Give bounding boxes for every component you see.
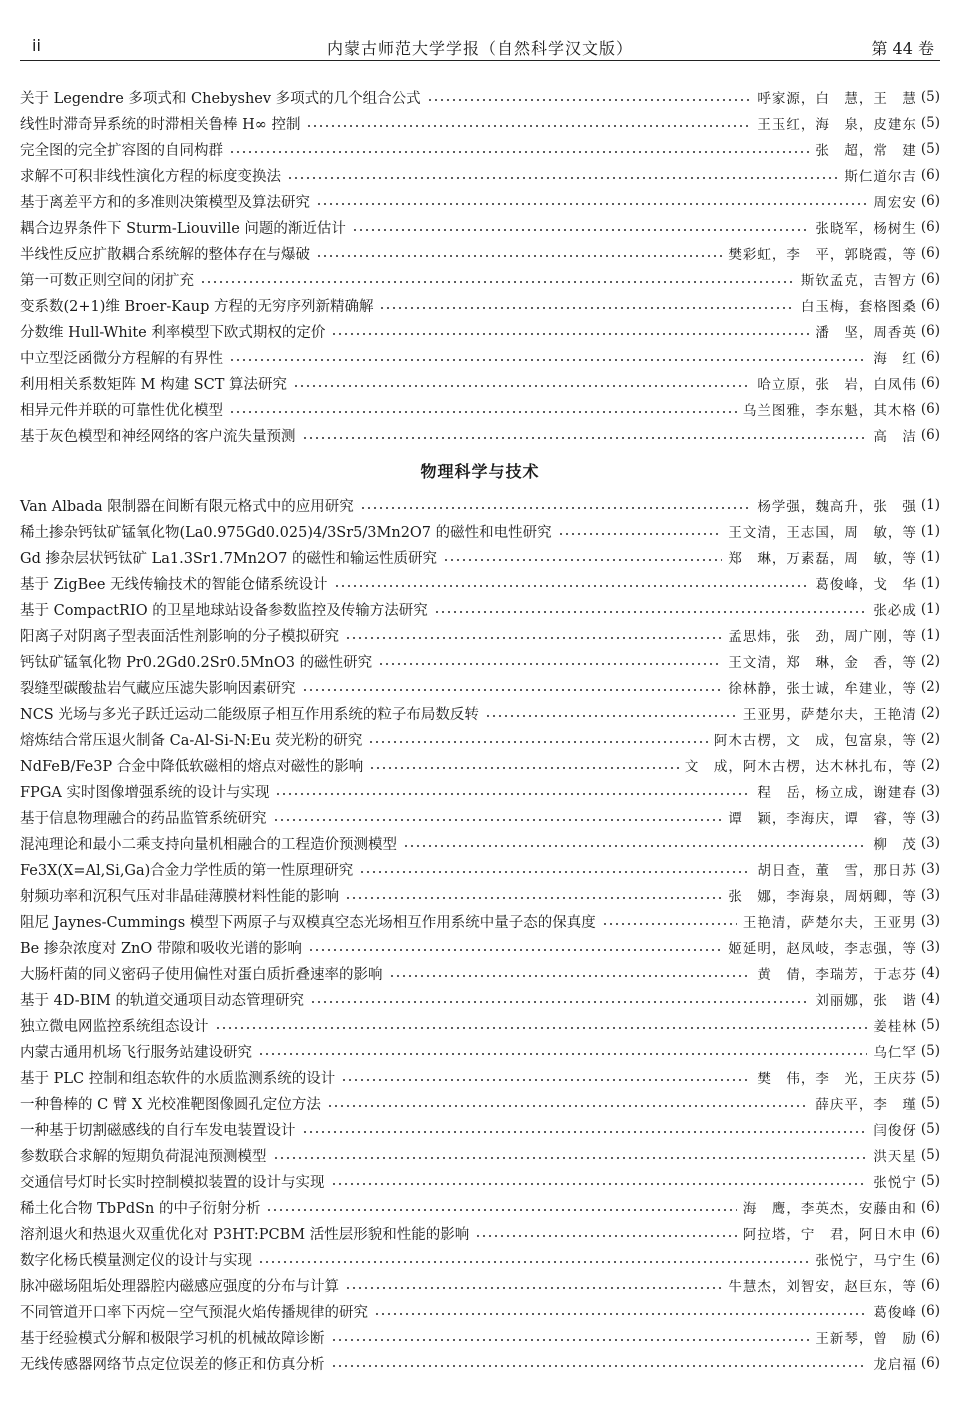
entry-authors: 乌仁罕	[873, 1045, 917, 1061]
dot-leader	[443, 559, 722, 561]
toc-entry	[20, 241, 940, 265]
toc-entry	[20, 571, 940, 595]
toc-entry	[20, 545, 940, 569]
entry-title: 独立微电网监控系统组态设计	[20, 1018, 209, 1035]
entry-issue: (6)	[920, 375, 940, 391]
entry-title: 阳离子对阴离子型表面活性剂影响的分子模拟研究	[20, 628, 339, 645]
entry-authors: 王文清，郑 琳，金 香，等	[728, 655, 917, 671]
entry-issue: (1)	[920, 627, 940, 643]
entry-title: 阻尼 Jaynes-Cummings 模型下两原子与双模真空态光场相互作用系统中量子态的保真度	[20, 914, 596, 931]
dot-leader	[200, 281, 795, 283]
entry-issue: (5)	[920, 1069, 940, 1085]
entry-title: 一种基于切割磁感线的自行车发电装置设计	[20, 1122, 296, 1139]
toc-entry	[20, 137, 940, 161]
entry-title: 第一可数正则空间的闭扩充	[20, 272, 194, 289]
entry-issue: (3)	[920, 783, 940, 799]
entry-authors: 王文清，王志国，周 敏，等	[728, 525, 917, 541]
entry-title: 半线性反应扩散耦合系统解的整体存在与爆破	[20, 246, 310, 263]
toc-entry	[20, 1247, 940, 1271]
entry-authors: 王新琴，曾 励	[815, 1331, 917, 1347]
entry-authors: 高 洁	[873, 429, 917, 445]
toc-entry	[20, 701, 940, 725]
journal-title: 内蒙古师范大学学报（自然科学汉文版）	[326, 39, 633, 58]
dot-leader	[229, 359, 867, 361]
dot-leader	[331, 1339, 810, 1341]
volume-label: 第 44 卷	[871, 39, 934, 58]
entry-title: 基于 CompactRIO 的卫星地球站设备参数监控及传输方法研究	[20, 602, 428, 619]
entry-issue: (6)	[920, 297, 940, 313]
entry-issue: (6)	[920, 401, 940, 417]
entry-title: 分数维 Hull-White 利率模型下欧式期权的定价	[20, 324, 326, 341]
entry-authors: 张悦宁，马宁生	[815, 1253, 917, 1269]
entry-issue: (6)	[920, 1329, 940, 1345]
entry-issue: (5)	[920, 1043, 940, 1059]
entry-issue: (3)	[920, 861, 940, 877]
entry-authors: 柳 茂	[873, 837, 917, 853]
entry-authors: 洪天星	[873, 1149, 917, 1165]
entry-authors: 乌兰图雅，李东魁，其木格	[742, 403, 917, 419]
dot-leader	[306, 125, 751, 127]
entry-authors: 张 娜，李海泉，周炳卿，等	[728, 889, 917, 905]
toc-entry	[20, 371, 940, 395]
entry-title: 脉冲磁场阻垢处理器腔内磁感应强度的分布与计算	[20, 1278, 339, 1295]
dot-leader	[258, 1261, 809, 1263]
dot-leader	[215, 1027, 868, 1029]
entry-authors: 张悦宁	[873, 1175, 917, 1191]
toc-entry	[20, 397, 940, 421]
entry-title: 基于 ZigBee 无线传输技术的智能仓储系统设计	[20, 576, 328, 593]
entry-issue: (6)	[920, 349, 940, 365]
entry-issue: (5)	[920, 1017, 940, 1033]
toc-entry	[20, 1065, 940, 1089]
entry-authors: 牛慧杰，刘智安，赵巨东，等	[728, 1279, 917, 1295]
dot-leader	[331, 333, 809, 335]
dot-leader	[403, 845, 867, 847]
entry-title: 相异元件并联的可靠性优化模型	[20, 402, 223, 419]
entry-authors: 海 鹰，李英杰，安藤由和	[742, 1201, 917, 1217]
entry-issue: (6)	[920, 219, 940, 235]
entry-issue: (2)	[920, 653, 940, 669]
toc-entry	[20, 753, 940, 777]
dot-leader	[334, 585, 810, 587]
dot-leader	[258, 1053, 867, 1055]
entry-issue: (5)	[920, 1173, 940, 1189]
entry-authors: 葛俊峰，戈 华	[815, 577, 917, 593]
entry-title: 熔炼结合常压退火制备 Ca-Al-Si-N:Eu 荧光粉的研究	[20, 732, 363, 749]
dot-leader	[352, 229, 809, 231]
entry-issue: (6)	[920, 193, 940, 209]
toc-entry	[20, 1169, 940, 1193]
entry-title: 交通信号灯时长实时控制模拟装置的设计与实现	[20, 1174, 325, 1191]
entry-authors: 阿拉塔，宁 君，阿日木申	[742, 1227, 917, 1243]
entry-title: 中立型泛函微分方程解的有界性	[20, 350, 223, 367]
entry-issue: (4)	[920, 991, 940, 1007]
entry-issue: (6)	[920, 167, 940, 183]
entry-authors: 潘 坚，周香英	[815, 325, 917, 341]
entry-title: Fe3X(X=Al,Si,Ga)合金力学性质的第一性原理研究	[20, 862, 354, 879]
toc-entry	[20, 1273, 940, 1297]
entry-issue: (1)	[920, 549, 940, 565]
entry-authors: 葛俊峰	[873, 1305, 917, 1321]
toc-entry	[20, 675, 940, 699]
entry-authors: 樊 伟，李 光，王庆芬	[757, 1071, 917, 1087]
dot-leader	[345, 637, 722, 639]
entry-title: NdFeB/Fe3P 合金中降低软磁相的熔点对磁性的影响	[20, 758, 364, 775]
entry-title: 内蒙古通用机场飞行服务站建设研究	[20, 1044, 252, 1061]
entry-title: 溶剂退火和热退火双重优化对 P3HT:PCBM 活性层形貌和性能的影响	[20, 1226, 470, 1243]
toc-entry	[20, 649, 940, 673]
dot-leader	[427, 99, 752, 101]
dot-leader	[331, 1183, 868, 1185]
toc-entry	[20, 163, 940, 187]
entry-issue: (3)	[920, 835, 940, 851]
dot-leader	[331, 1365, 868, 1367]
dot-leader	[360, 507, 752, 509]
entry-authors: 白玉梅，套格图桑	[800, 299, 917, 315]
dot-leader	[316, 203, 867, 205]
entry-issue: (2)	[920, 731, 940, 747]
dot-leader	[368, 741, 708, 743]
entry-authors: 谭 颖，李海庆，谭 睿，等	[728, 811, 917, 827]
entry-issue: (5)	[920, 115, 940, 131]
dot-leader	[316, 255, 722, 257]
toc-entry	[20, 623, 940, 647]
entry-authors: 刘丽娜，张 谐	[815, 993, 917, 1009]
dot-leader	[266, 1209, 736, 1211]
dot-leader	[327, 1105, 810, 1107]
entry-issue: (2)	[920, 705, 940, 721]
entry-authors: 樊彩虹，李 平，郭晓霞，等	[728, 247, 917, 263]
entry-authors: 郑 琳，万素磊，周 敏，等	[728, 551, 917, 567]
dot-leader	[602, 923, 737, 925]
toc-entry	[20, 1143, 940, 1167]
dot-leader	[302, 1131, 868, 1133]
dot-leader	[378, 663, 722, 665]
dot-leader	[341, 1079, 751, 1081]
dot-leader	[389, 975, 752, 977]
dot-leader	[273, 819, 723, 821]
toc-entry	[20, 1325, 940, 1349]
dot-leader	[374, 1313, 867, 1315]
entry-issue: (1)	[920, 601, 940, 617]
entry-title: 基于灰色模型和神经网络的客户流失量预测	[20, 428, 296, 445]
toc-entry	[20, 883, 940, 907]
toc-entry	[20, 597, 940, 621]
entry-issue: (5)	[920, 1147, 940, 1163]
toc-entry	[20, 987, 940, 1011]
toc-entry	[20, 1195, 940, 1219]
entry-title: 参数联合求解的短期负荷混沌预测模型	[20, 1148, 267, 1165]
section-heading: 物理科学与技术	[420, 462, 540, 481]
entry-title: 大肠杆菌的同义密码子使用偏性对蛋白质折叠速率的影响	[20, 966, 383, 983]
toc-entry	[20, 1351, 940, 1375]
entry-issue: (5)	[920, 1095, 940, 1111]
toc-entry	[20, 493, 940, 517]
toc-entry	[20, 1299, 940, 1323]
toc-entry	[20, 961, 940, 985]
dot-leader	[434, 611, 868, 613]
entry-title: 混沌理论和最小二乘支持向量机相融合的工程造价预测模型	[20, 836, 397, 853]
dot-leader	[273, 1157, 868, 1159]
entry-title: 基于离差平方和的多准则决策模型及算法研究	[20, 194, 310, 211]
entry-issue: (3)	[920, 887, 940, 903]
dot-leader	[558, 533, 723, 535]
entry-title: Gd 掺杂层状钙钛矿 La1.3Sr1.7Mn2O7 的磁性和输运性质研究	[20, 550, 437, 567]
entry-issue: (6)	[920, 1355, 940, 1371]
entry-title: 变系数(2+1)维 Broer-Kaup 方程的无穷序列新精确解	[20, 298, 374, 315]
entry-title: 裂缝型碳酸盐岩气藏应压滤失影响因素研究	[20, 680, 296, 697]
toc-entry	[20, 831, 940, 855]
toc-entry	[20, 1221, 940, 1245]
toc-entry	[20, 215, 940, 239]
entry-title: 关于 Legendre 多项式和 Chebyshev 多项式的几个组合公式	[20, 90, 421, 107]
toc-entry	[20, 727, 940, 751]
dot-leader	[379, 307, 794, 309]
entry-issue: (5)	[920, 89, 940, 105]
entry-title: 无线传感器网络节点定位误差的修正和仿真分析	[20, 1356, 325, 1373]
toc-entry	[20, 1091, 940, 1115]
entry-authors: 胡日查，董 雪，那日苏	[757, 863, 917, 879]
entry-issue: (5)	[920, 1121, 940, 1137]
entry-title: 求解不可积非线性演化方程的标度变换法	[20, 168, 281, 185]
entry-issue: (6)	[920, 1277, 940, 1293]
entry-issue: (6)	[920, 271, 940, 287]
toc-entry	[20, 85, 940, 109]
toc-entry	[20, 1013, 940, 1037]
entry-title: Van Albada 限制器在间断有限元格式中的应用研究	[20, 498, 354, 515]
entry-issue: (3)	[920, 913, 940, 929]
entry-authors: 王亚男，萨楚尔夫，王艳清	[742, 707, 917, 723]
entry-authors: 徐林静，张士诚，牟建业，等	[728, 681, 917, 697]
toc-entry	[20, 189, 940, 213]
dot-leader	[345, 1287, 722, 1289]
entry-issue: (6)	[920, 245, 940, 261]
entry-authors: 文 成，阿木古楞，达木林扎布，等	[684, 759, 917, 775]
entry-title: Be 掺杂浓度对 ZnO 带隙和吸收光谱的影响	[20, 940, 302, 957]
dot-leader	[229, 151, 809, 153]
entry-title: 线性时滞奇异系统的时滞相关鲁棒 H∞ 控制	[20, 116, 301, 133]
entry-issue: (6)	[920, 427, 940, 443]
entry-authors: 阿木古楞，文 成，包富泉，等	[713, 733, 917, 749]
dot-leader	[369, 767, 679, 769]
entry-authors: 王玉红，海 泉，皮建东	[757, 117, 917, 133]
dot-leader	[302, 689, 723, 691]
entry-issue: (1)	[920, 497, 940, 513]
entry-title: NCS 光场与多光子跃迁运动二能级原子相互作用系统的粒子布局数反转	[20, 706, 479, 723]
entry-authors: 斯仁道尔吉	[844, 169, 917, 185]
entry-title: 耦合边界条件下 Sturm-Liouville 问题的渐近估计	[20, 220, 346, 237]
toc-entry	[20, 857, 940, 881]
dot-leader	[275, 793, 751, 795]
toc-entry	[20, 1117, 940, 1141]
entry-issue: (6)	[920, 1199, 940, 1215]
entry-title: 稀土化合物 TbPdSn 的中子衍射分析	[20, 1200, 261, 1217]
toc-entry	[20, 805, 940, 829]
toc-entry	[20, 1039, 940, 1063]
toc-entry	[20, 345, 940, 369]
entry-authors: 海 红	[873, 351, 917, 367]
toc-entry	[20, 111, 940, 135]
toc-entry	[20, 519, 940, 543]
page-number: ii	[32, 36, 41, 55]
entry-issue: (3)	[920, 809, 940, 825]
dot-leader	[485, 715, 737, 717]
entry-issue: (4)	[920, 965, 940, 981]
entry-title: 钙钛矿锰氧化物 Pr0.2Gd0.2Sr0.5MnO3 的磁性研究	[20, 654, 373, 671]
toc-entry	[20, 779, 940, 803]
entry-title: 稀土掺杂钙钛矿锰氧化物(La0.975Gd0.025)4/3Sr5/3Mn2O7 的磁性和电性研究	[20, 524, 552, 541]
entry-authors: 周宏安	[873, 195, 917, 211]
dot-leader	[359, 871, 751, 873]
entry-issue: (6)	[920, 323, 940, 339]
toc-entry	[20, 909, 940, 933]
entry-authors: 孟思炜，张 劲，周广刚，等	[728, 629, 917, 645]
toc-entry	[20, 319, 940, 343]
entry-authors: 姜桂林	[873, 1019, 917, 1035]
entry-authors: 闫俊伢	[873, 1123, 917, 1139]
dot-leader	[293, 385, 751, 387]
dot-leader	[308, 949, 723, 951]
entry-title: 射频功率和沉积气压对非晶硅薄膜材料性能的影响	[20, 888, 339, 905]
dot-leader	[475, 1235, 737, 1237]
entry-authors: 龙启福	[873, 1357, 917, 1373]
dot-leader	[287, 177, 838, 179]
entry-issue: (2)	[920, 757, 940, 773]
dot-leader	[345, 897, 722, 899]
entry-authors: 程 岳，杨立成，谢建春	[757, 785, 917, 801]
entry-title: 数字化杨氏模量测定仪的设计与实现	[20, 1252, 252, 1269]
entry-title: 一种鲁棒的 C 臂 X 光校准靶图像圆孔定位方法	[20, 1096, 321, 1113]
entry-authors: 斯钦孟克，吉智方	[800, 273, 917, 289]
entry-title: 基于 PLC 控制和组态软件的水质监测系统的设计	[20, 1070, 336, 1087]
entry-title: 利用相关系数矩阵 M 构建 SCT 算法研究	[20, 376, 287, 393]
entry-issue: (1)	[920, 523, 940, 539]
entry-title: 完全图的完全扩容图的自同构群	[20, 142, 223, 159]
entry-authors: 张必成	[873, 603, 917, 619]
toc-entry	[20, 935, 940, 959]
entry-issue: (3)	[920, 939, 940, 955]
entry-title: FPGA 实时图像增强系统的设计与实现	[20, 784, 270, 801]
entry-authors: 薛庆平，李 瑾	[815, 1097, 917, 1113]
toc-entry	[20, 267, 940, 291]
entry-title: 基于信息物理融合的药品监管系统研究	[20, 810, 267, 827]
entry-authors: 呼家源，白 慧，王 慧	[757, 91, 917, 107]
entry-authors: 杨学强，魏高升，张 强	[757, 499, 917, 515]
entry-title: 基于经验模式分解和极限学习机的机械故障诊断	[20, 1330, 325, 1347]
entry-issue: (6)	[920, 1225, 940, 1241]
toc-entry	[20, 293, 940, 317]
entry-issue: (1)	[920, 575, 940, 591]
entry-title: 基于 4D-BIM 的轨道交通项目动态管理研究	[20, 992, 304, 1009]
entry-authors: 张 超，常 建	[815, 143, 917, 159]
entry-authors: 张晓军，杨树生	[815, 221, 917, 237]
entry-title: 不同管道开口率下丙烷－空气预混火焰传播规律的研究	[20, 1304, 368, 1321]
entry-issue: (2)	[920, 679, 940, 695]
dot-leader	[310, 1001, 809, 1003]
entry-authors: 哈立原，张 岩，白凤伟	[757, 377, 917, 393]
entry-authors: 姬延明，赵凤岐，李志强，等	[728, 941, 917, 957]
entry-issue: (6)	[920, 1303, 940, 1319]
toc-entry	[20, 423, 940, 447]
entry-authors: 王艳清，萨楚尔夫，王亚男	[742, 915, 917, 931]
entry-issue: (6)	[920, 1251, 940, 1267]
running-header	[20, 30, 940, 61]
dot-leader	[302, 437, 868, 439]
entry-issue: (5)	[920, 141, 940, 157]
entry-authors: 黄 倩，李瑞芳，于志芬	[757, 967, 917, 983]
dot-leader	[229, 411, 737, 413]
